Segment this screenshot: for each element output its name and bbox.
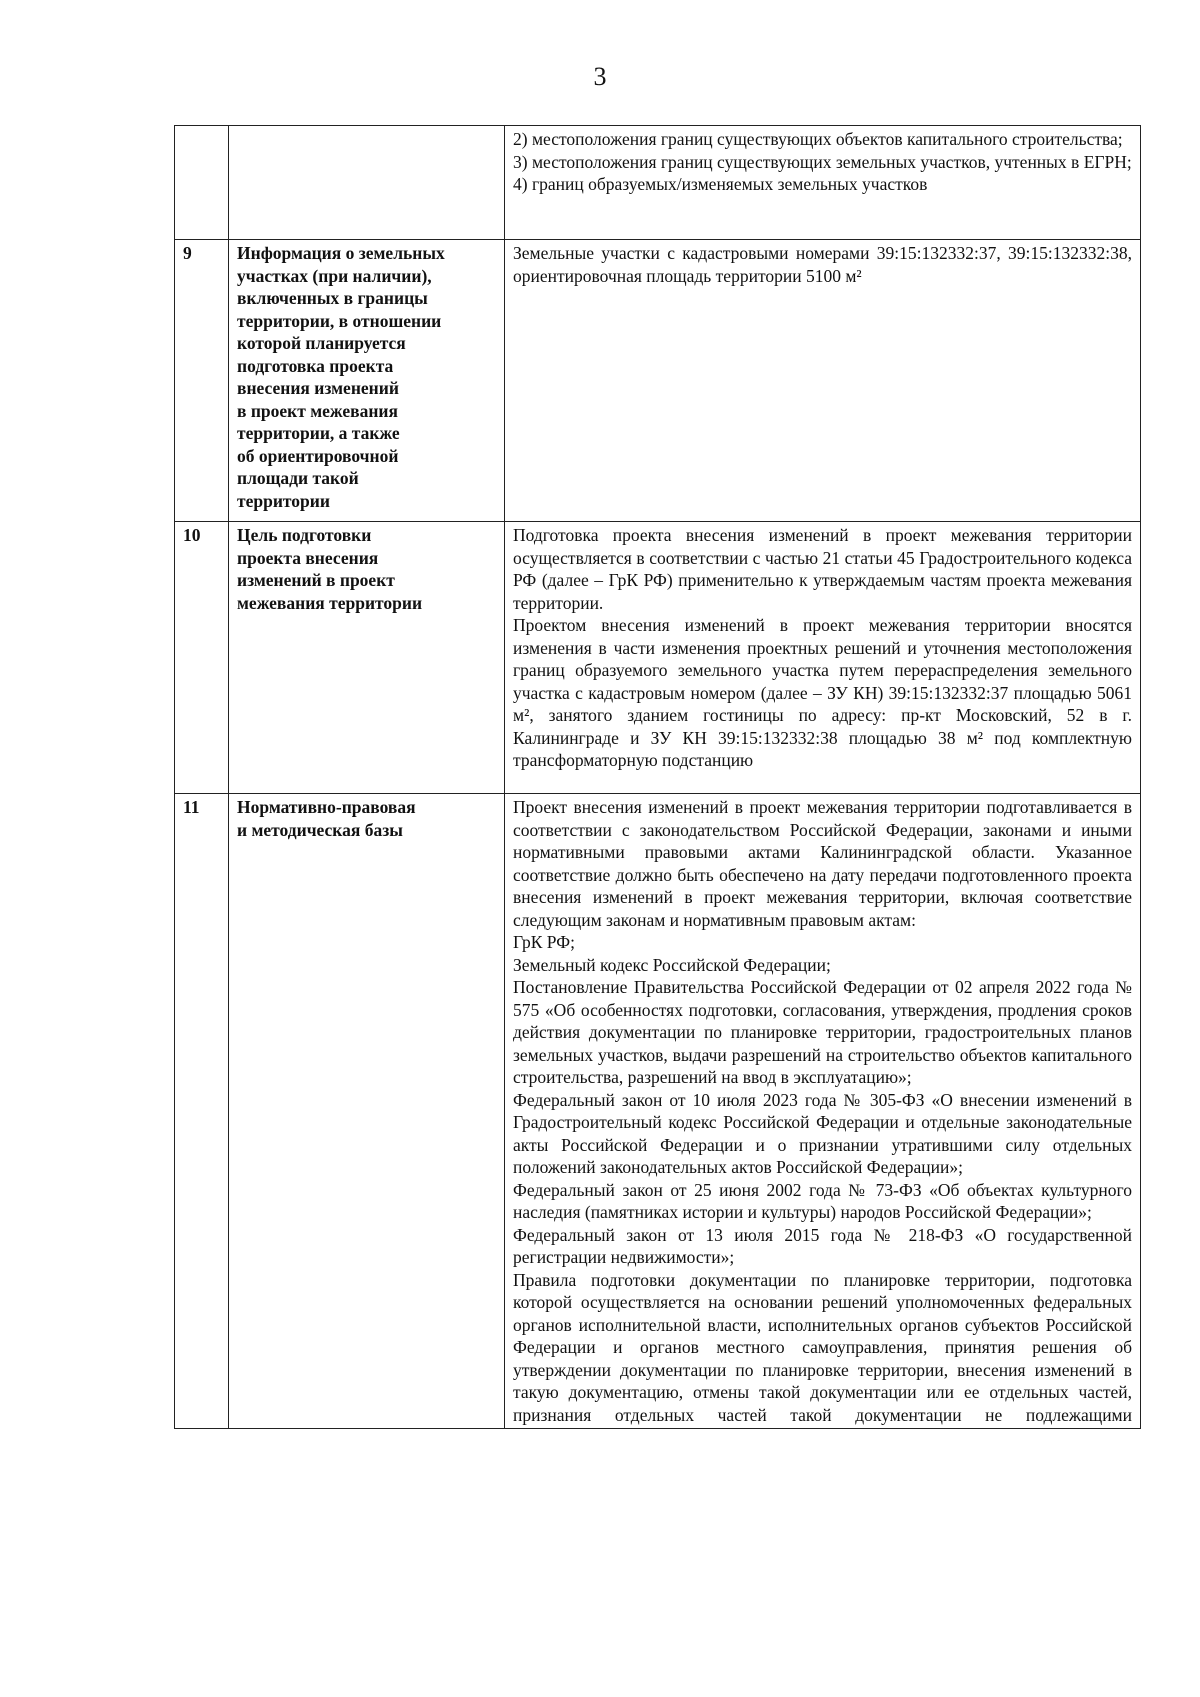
row-title-line: участках (при наличии), xyxy=(237,265,432,286)
content-paragraph: 4) границ образуемых/изменяемых земельных участков xyxy=(513,174,928,194)
row-title-line: Информация о земельных xyxy=(237,243,445,263)
row-title-line: Цель подготовки xyxy=(237,525,372,545)
table-row xyxy=(175,126,1141,240)
requirements-table xyxy=(174,125,1141,1429)
row-title-line: подготовка проекта xyxy=(237,355,394,376)
row-title xyxy=(229,240,505,522)
content-paragraph: Правила подготовки документации по планировке территории, подготовка которой осуществляется на основании решений уполномоченных федеральных органов исполнительной власти, исполнительных органов субъектов Российской Федерации и органов местного самоуправления, принятия решения об утверждении документации по планировке территории, внесения изменений в такую документацию, отмены такой документации или ее отдельных частей, признания отдельных частей такой документации не подлежащими xyxy=(513,1269,1132,1425)
content-paragraph: 3) местоположения границ существующих земельных участков, учтенных в ЕГРН; xyxy=(513,151,1132,172)
table-row xyxy=(175,240,1141,522)
content-paragraph: 2) местоположения границ существующих объектов капитального строительства; xyxy=(513,129,1123,149)
page-number: 3 xyxy=(593,62,607,91)
row-number: 10 xyxy=(175,522,229,794)
row-number xyxy=(175,126,229,240)
content-paragraph: Проектом внесения изменений в проект межевания территории вносятся изменения в части изменения проектных решений и уточнения местоположения границ образуемого земельного участка путем перераспределения земельного участка с кадастровым номером (далее – ЗУ КН) 39:15:132332:37 площадью 5061 м², занятого зданием гостиницы по адресу: пр-кт Московский, 52 в г. Калининграде и ЗУ КН 39:15:132332:38 площадью 38 м² под комплектную трансформаторную подстанцию xyxy=(513,615,1132,770)
content-paragraph: Подготовка проекта внесения изменений в проект межевания территории осуществляется в соответствии с частью 21 статьи 45 Градостроительного кодекса РФ (далее – ГрК РФ) применительно к утверждаемым частям проекта межевания территории. xyxy=(513,525,1132,613)
row-title-line: и методическая базы xyxy=(237,819,403,840)
row-title xyxy=(229,126,505,240)
row-title-line: проекта внесения xyxy=(237,547,379,568)
row-title-line: межевания территории xyxy=(237,592,423,613)
row-title-line: внесения изменений xyxy=(237,378,399,398)
row-title-line: территории xyxy=(237,490,330,511)
content-paragraph: Федеральный закон от 10 июля 2023 года № 305-ФЗ «О внесении изменений в Градостроительный кодекс Российской Федерации и отдельные законодательные акты Российской Федерации и о признании утратившими силу отдельных положений законодательных актов Российской Федерации»; xyxy=(513,1089,1132,1177)
row-title-line: Нормативно-правовая xyxy=(237,797,416,817)
row-title-line: изменений в проект xyxy=(237,570,395,590)
content-paragraph: Федеральный закон от 13 июля 2015 года № 218-ФЗ «О государственной регистрации недвижимости»; xyxy=(513,1224,1132,1267)
row-title xyxy=(229,794,505,1429)
row-title-line: в проект межевания xyxy=(237,400,398,421)
content-paragraph: ГрК РФ; xyxy=(513,932,575,952)
content-paragraph: Земельные участки с кадастровыми номерами 39:15:132332:37, 39:15:132332:38, ориентировочная площадь территории 5100 м² xyxy=(513,243,1132,286)
table-row xyxy=(175,794,1141,1429)
row-content xyxy=(505,126,1141,240)
row-title-line: территории, в отношении xyxy=(237,310,442,331)
row-number: 9 xyxy=(175,240,229,522)
row-title xyxy=(229,522,505,794)
content-paragraph: Проект внесения изменений в проект межевания территории подготавливается в соответствии с законодательством Российской Федерации, законами и иными нормативными правовыми актами Калининградской области. Указанное соответствие должно быть обеспечено на дату передачи подготовленного проекта внесения изменений в проект межевания территории, включая соответствие следующим законам и нормативным правовым актам: xyxy=(513,797,1132,930)
content-paragraph: Постановление Правительства Российской Федерации от 02 апреля 2022 года № 575 «Об особенностях подготовки, согласования, утверждения, продления сроков действия документации по планировке территории, градостроительных планов земельных участков, выдачи разрешений на строительство объектов капитального строительства, разрешений на ввод в эксплуатацию»; xyxy=(513,977,1132,1087)
content-paragraph: Федеральный закон от 25 июня 2002 года № 73-ФЗ «Об объектах культурного наследия (памятниках истории и культуры) народов Российской Федерации»; xyxy=(513,1179,1132,1222)
row-title-line: об ориентировочной xyxy=(237,445,399,466)
content-paragraph: Земельный кодекс Российской Федерации; xyxy=(513,954,831,975)
row-content xyxy=(505,522,1141,794)
row-content xyxy=(505,240,1141,522)
row-title-line: площади такой xyxy=(237,468,359,488)
row-title-line: которой планируется xyxy=(237,333,406,353)
table-row xyxy=(175,522,1141,794)
row-number: 11 xyxy=(175,794,229,1429)
row-content xyxy=(505,794,1141,1429)
row-title-line: территории, а также xyxy=(237,423,400,443)
row-title-line: включенных в границы xyxy=(237,288,428,308)
